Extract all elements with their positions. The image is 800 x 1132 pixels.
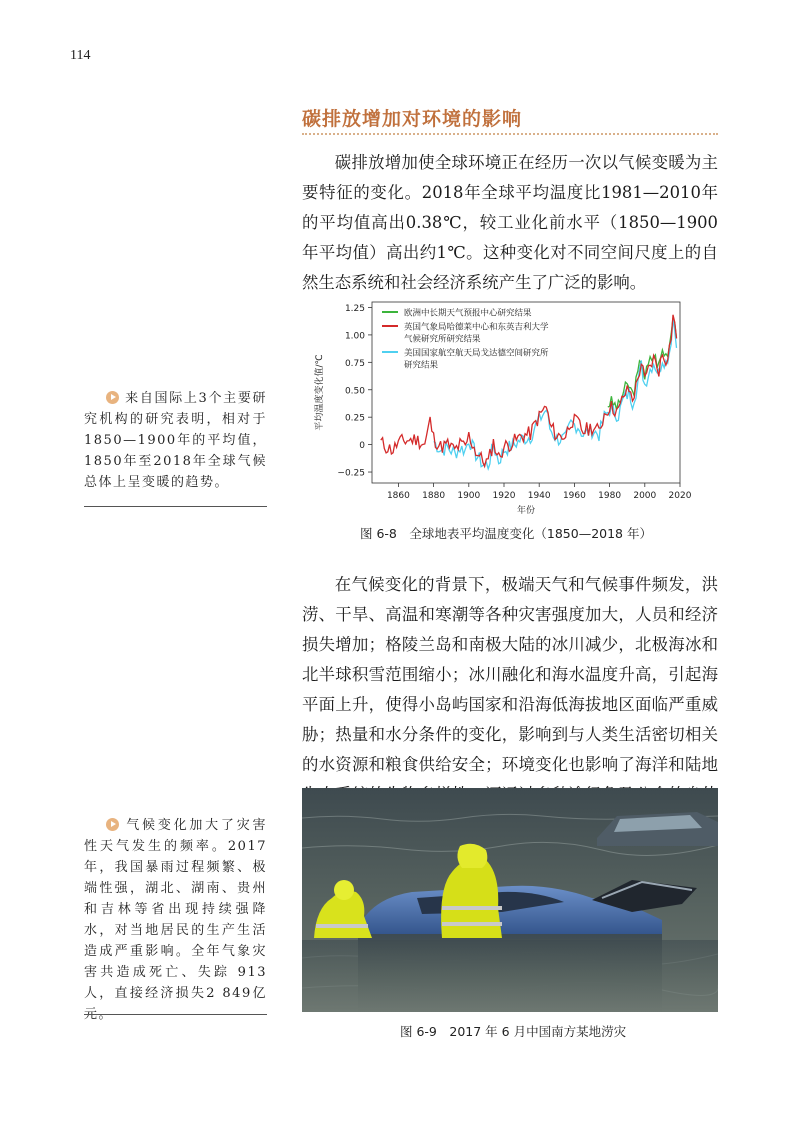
y-tick-label: 1.00 [344, 331, 365, 342]
legend-label: 美国国家航空航天局戈达德空间研究所 [404, 348, 549, 359]
x-tick-label: 1940 [527, 491, 551, 501]
y-tick-label: 0.75 [344, 358, 365, 369]
figure-6-9-caption: 图 6-9 2017 年 6 月中国南方某地涝灾 [400, 1024, 627, 1039]
y-tick-label: −0.25 [337, 468, 365, 479]
paragraph-2: 在气候变化的背景下，极端天气和气候事件频发，洪涝、干旱、高温和寒潮等各种灾害强度加大，人员和经济损失增加；格陵兰岛和南极大陆的冰川减少，北极海冰和北半球积雪范围缩小；冰川融化和海水温度升高，引起海平面上升，使得小岛屿国家和沿海低海拔地区面临严重威胁；热量和水分条件的变化，影响到与人类生活密切相关的水资源和粮食供给安全；环境变化也影响了海洋和陆地 [302, 575, 718, 774]
x-axis-label: 年份 [516, 506, 536, 516]
section-title: 碳排放增加对环境的影响 [302, 108, 523, 130]
side-note-2-divider [84, 1014, 267, 1015]
x-tick-label: 2000 [633, 491, 657, 501]
x-tick-label: 1960 [562, 491, 586, 501]
side-note-1-divider [84, 506, 267, 507]
legend-label: 研究结果 [404, 360, 439, 371]
side-note-2 [84, 815, 267, 1025]
y-tick-label: 1.25 [344, 303, 365, 314]
chart-legend [382, 308, 549, 371]
paragraph-1: 碳排放增加使全球环境正在经历一次以气候变暖为主要特征的变化。2018年全球平均温度比1981—2010年的平均值高出0.38℃，较工业化前水平（1850—1900年平均值）高出约1℃。这种变化对不同空间尺度上的自然生态系统和社会经济系统产生了广泛的影响。 [302, 153, 718, 292]
side-note-2-text: 气候变化加大了灾害性天气发生的频率。2017年，我国暴雨过程频繁、极端性强，湖北、湖南、贵州和吉林等省出现持续强降水，对当地居民的生产生活造成严重影响。全年气象灾害共造成死亡、失踪 913人，直接经济损失2 849亿元。 [84, 818, 267, 1022]
x-tick-label: 2020 [668, 491, 692, 501]
side-note-1-text: 来自国际上3个主要研究机构的研究表明，相对于1850—1900年的平均值，1850年至2018年全球气候总体上呈变暖的趋势。 [84, 391, 267, 490]
figure-6-8-caption: 图 6-8 全球地表平均温度变化（1850—2018 年） [360, 526, 652, 541]
y-tick-label: 0.50 [344, 386, 365, 397]
x-tick-label: 1900 [457, 491, 481, 501]
arrow-bullet-icon [106, 818, 119, 831]
flood-photo [302, 788, 718, 1012]
page-number: 114 [70, 48, 91, 63]
chart-axes [313, 302, 692, 516]
y-tick-label: 0 [359, 441, 365, 452]
y-axis-label: 平均温度变化值/℃ [315, 354, 325, 431]
legend-label: 英国气象局哈德莱中心和东英吉利大学 [404, 322, 549, 333]
y-tick-label: 0.25 [344, 413, 365, 424]
legend-label: 气候研究所研究结果 [404, 334, 481, 345]
temperature-chart [302, 290, 718, 520]
x-tick-label: 1980 [598, 491, 622, 501]
side-note-1 [84, 388, 267, 493]
title-divider [302, 133, 718, 135]
x-tick-label: 1920 [492, 491, 516, 501]
legend-label: 欧洲中长期天气预报中心研究结果 [404, 308, 532, 319]
x-tick-label: 1860 [386, 491, 410, 501]
x-tick-label: 1880 [422, 491, 446, 501]
arrow-bullet-icon [106, 391, 119, 404]
